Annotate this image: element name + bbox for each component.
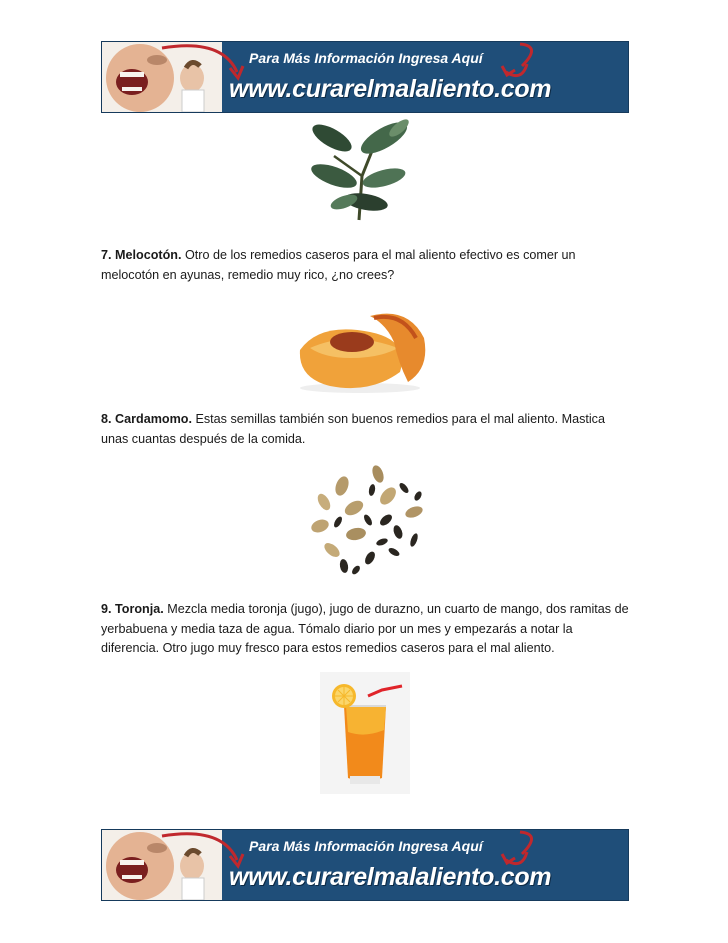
promo-banner-top[interactable] <box>101 41 629 113</box>
paragraph-melocoton <box>101 246 631 285</box>
banner-url-link[interactable]: www.curarelmalaliento.com <box>229 863 552 891</box>
paragraph-toronja <box>101 600 631 659</box>
cardamom-seeds-image <box>298 462 434 580</box>
heading-toronja: 9. Toronja. <box>101 602 164 616</box>
mint-leaves-image <box>304 116 414 224</box>
promo-banner-bottom[interactable] <box>101 829 629 901</box>
text-melocoton: Otro de los remedios caseros para el mal aliento efectivo es comer un melocotón en ayunas, remedio muy rico, ¿no crees? <box>101 248 576 282</box>
paragraph-cardamomo <box>101 410 631 449</box>
banner-tagline[interactable]: Para Más Información Ingresa Aquí <box>249 838 483 854</box>
heading-melocoton: 7. Melocotón. <box>101 248 182 262</box>
orange-juice-glass-image <box>320 672 410 794</box>
banner-tagline[interactable]: Para Más Información Ingresa Aquí <box>249 50 483 66</box>
heading-cardamomo: 8. Cardamomo. <box>101 412 192 426</box>
banner-url-link[interactable]: www.curarelmalaliento.com <box>229 75 552 103</box>
text-cardamomo: Estas semillas también son buenos remedios para el mal aliento. Mastica unas cuantas después de la comida. <box>101 412 605 446</box>
text-toronja: Mezcla media toronja (jugo), jugo de durazno, un cuarto de mango, dos ramitas de yerbabuena y media taza de agua. Tómalo diario por un mes y empezarás a notar la diferencia. Otro jugo muy fresco para estos remedios caseros para el mal aliento. <box>101 602 629 655</box>
peach-image <box>290 302 430 394</box>
